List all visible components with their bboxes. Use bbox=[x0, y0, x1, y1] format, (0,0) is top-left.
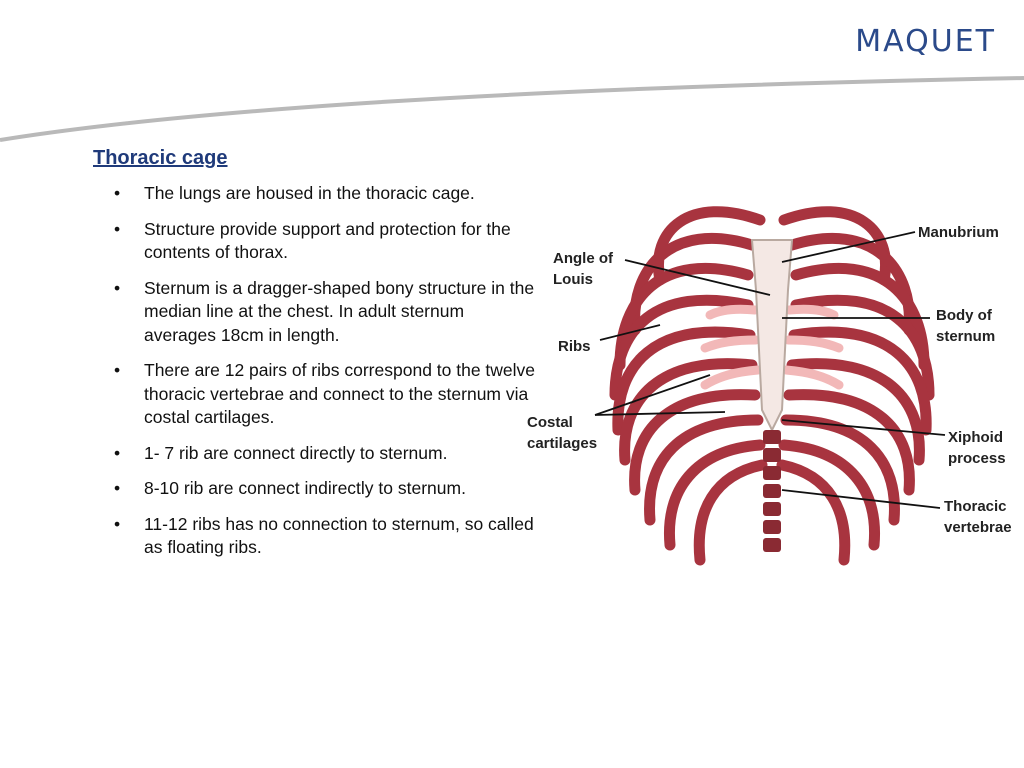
bullet-item: • 8-10 rib are connect indirectly to sternum. bbox=[110, 477, 540, 501]
bullet-item: • Structure provide support and protection for the contents of thorax. bbox=[110, 218, 540, 265]
label-thoracic-vertebrae-line2: vertebrae bbox=[944, 519, 1012, 536]
bullet-item: • The lungs are housed in the thoracic cage. bbox=[110, 182, 540, 206]
label-xiphoid-process-line2: process bbox=[948, 450, 1006, 467]
label-manubrium: Manubrium bbox=[918, 224, 999, 241]
label-xiphoid-process-line1: Xiphoid bbox=[948, 429, 1003, 446]
label-angle-of-louis-line2: Louis bbox=[553, 271, 593, 288]
bullet-item: • 11-12 ribs has no connection to sternum, so called as floating ribs. bbox=[110, 513, 540, 560]
bullet-item: • Sternum is a dragger-shaped bony structure in the median line at the chest. In adult sternum averages 18cm in length. bbox=[110, 277, 540, 348]
header-swoosh-line bbox=[0, 70, 1024, 150]
label-costal-cartilages-line1: Costal bbox=[527, 414, 573, 431]
bullet-item: • There are 12 pairs of ribs correspond to the twelve thoracic vertebrae and connect to the sternum via costal cartilages. bbox=[110, 359, 540, 430]
bullet-list bbox=[110, 182, 540, 572]
label-angle-of-louis-line1: Angle of bbox=[553, 250, 613, 267]
thoracic-cage-figure bbox=[520, 190, 1024, 595]
label-ribs: Ribs bbox=[558, 338, 591, 355]
label-body-of-sternum-line1: Body of bbox=[936, 307, 992, 324]
maquet-logo: MAQUET bbox=[855, 24, 996, 59]
slide-title: Thoracic cage bbox=[93, 147, 228, 169]
label-thoracic-vertebrae-line1: Thoracic bbox=[944, 498, 1007, 515]
label-body-of-sternum-line2: sternum bbox=[936, 328, 996, 345]
label-costal-cartilages-line2: cartilages bbox=[527, 435, 598, 452]
bullet-item: • 1- 7 rib are connect directly to sternum. bbox=[110, 442, 540, 466]
